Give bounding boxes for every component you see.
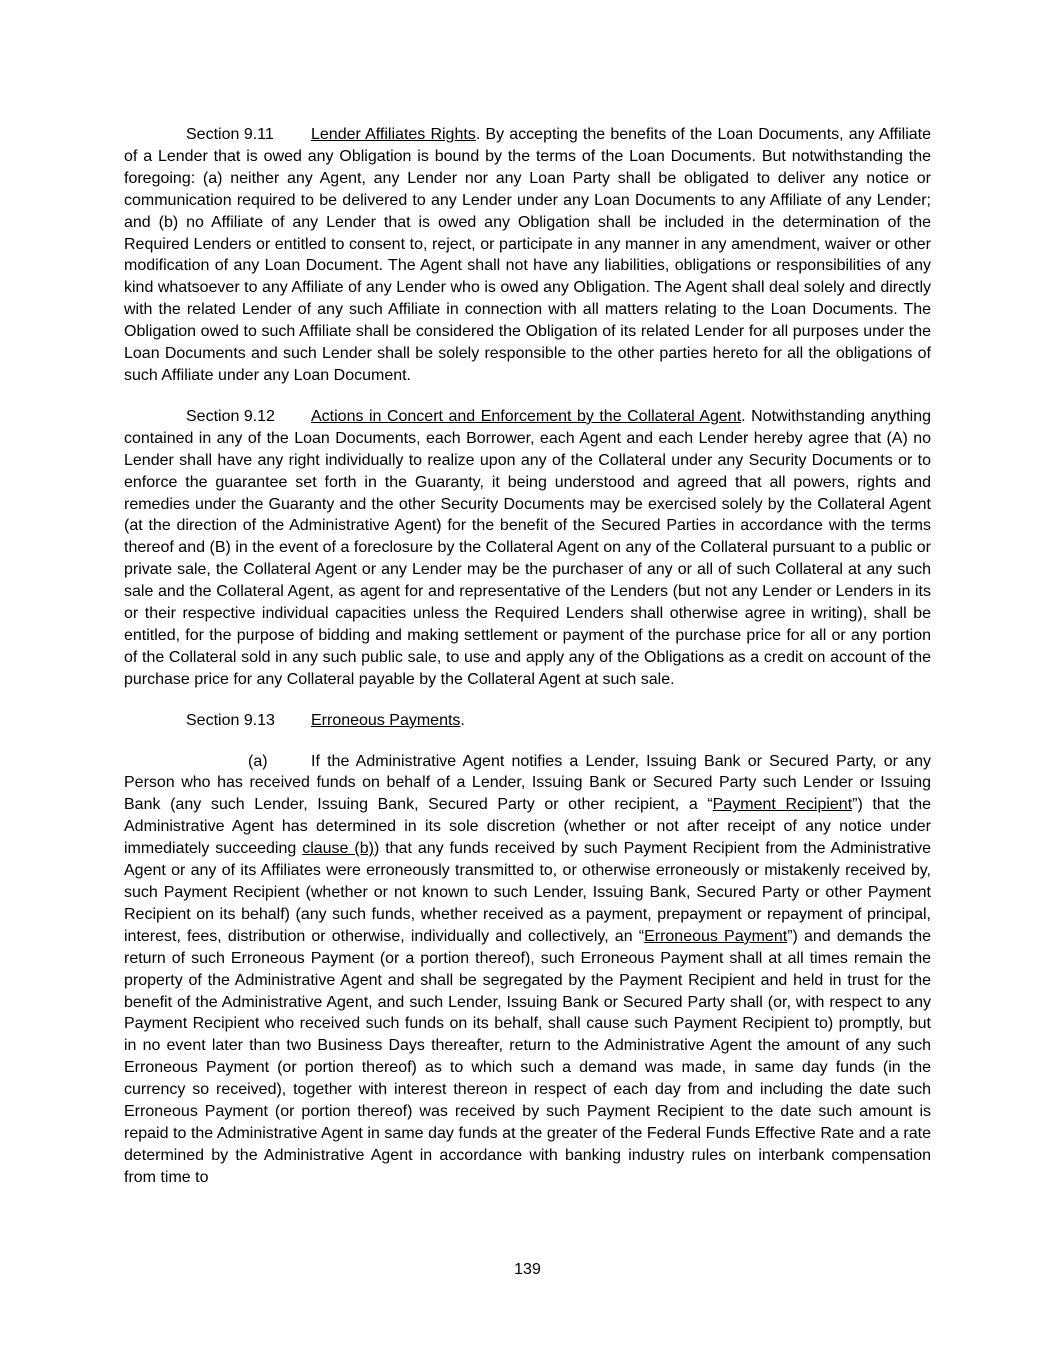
section-title-period: . — [460, 711, 465, 729]
clause-a — [124, 751, 931, 1189]
clause-text-3: ) that any funds received by such Payment Recipient from the Administrative Agent or any of its Affiliates were erroneously transmitted to, or otherwise erroneously or mistakenly received by, such Payment Recipient (whether or not known to such Lender, Issuing Bank, Secured Party or other Payment Recipient on its behalf) (any such funds, whether received as a payment, prepayment or repayment of principal, interest, fees, distribution or otherwise, individually and collectively, an “ — [124, 840, 932, 945]
clause-text-2: ”) that the Administrative Agent has determined in its sole discretion (whether or not after receipt of any notice under immediately succeeding — [124, 796, 931, 858]
clause-label: (a) — [248, 752, 268, 770]
clause-reference: clause (b) — [302, 840, 374, 858]
clause-text-4: ”) and demands the return of such Erroneous Payment (or a portion thereof), such Erroneous Payment shall at all times remain the property of the Administrative Agent and shall be segregated by the Payment Recipient and held in trust for the benefit of the Administrative Agent, and such Lender, Issuing Bank or Secured Party shall (or, with respect to any Payment Recipient who received such funds on its behalf, shall cause such Payment Recipient to) promptly, but in no event later than two Business Days thereafter, return to the Administrative Agent the amount of any such Erroneous Payment (or portion thereof) as to which such a demand was made, in same day funds (in the currency so received), together with interest thereon in respect of each day from and including the date such Erroneous Payment (or portion thereof) was received by such Payment Recipient to the date such amount is repaid to the Administrative Agent in same day funds at the greater of the Federal Funds Effective Rate and a rate determined by the Administrative Agent in accordance with banking industry rules on interbank compensation from time to — [124, 927, 932, 1186]
document-page — [124, 124, 931, 1208]
section-title: Actions in Concert and Enforcement by the Collateral Agent — [311, 407, 742, 425]
section-number: Section 9.12 — [186, 407, 275, 425]
section-number: Section 9.13 — [186, 711, 275, 729]
section-number: Section 9.11 — [186, 126, 274, 143]
section-title-period: . — [741, 407, 746, 425]
section-9-13 — [124, 710, 931, 732]
section-title-period: . — [475, 126, 481, 143]
section-body: By accepting the benefits of the Loan Documents, any Affiliate of a Lender that is owed any Obligation is bound by the terms of the Loan Documents. But notwithstanding the foregoing: (a) neither any Agent, any Lender nor any Loan Party shall be obligated to deliver any notice or communication required to be delivered to any Lender under any Loan Documents to any Affiliate of any Lender; and (b) no Affiliate of any Lender that is owed any Obligation shall be included in the determination of the Required Lenders or entitled to consent to, reject, or participate in any manner in any amendment, waiver or other modification of any Loan Document. The Agent shall not have any liabilities, obligations or responsibilities of any kind whatsoever to any Affiliate of any Lender who is owed any Obligation. The Agent shall deal solely and directly with the related Lender of any such Affiliate in connection with all matters relating to the Loan Documents. The Obligation owed to such Affiliate shall be considered the Obligation of its related Lender for all purposes under the Loan Documents and such Lender shall be solely responsible to the other parties hereto for all the obligations of such Affiliate under any Loan Document. — [124, 126, 932, 384]
clause-text-1: If the Administrative Agent notifies a Lender, Issuing Bank or Secured Party, or any Person who has received funds on behalf of a Lender, Issuing Bank or Secured Party such Lender or Issuing Bank (any such Lender, Issuing Bank, Secured Party or other recipient, a “ — [124, 752, 931, 814]
section-9-11 — [124, 124, 931, 387]
section-title: Erroneous Payments — [311, 711, 461, 729]
defined-term-payment-recipient: Payment Recipient — [712, 796, 853, 814]
section-9-12 — [124, 406, 931, 691]
defined-term-erroneous-payment: Erroneous Payment — [644, 927, 788, 945]
section-title: Lender Affiliates Rights — [311, 126, 476, 143]
page-number: 139 — [514, 1261, 541, 1278]
section-body: Notwithstanding anything contained in any of the Loan Documents, each Borrower, each Agent and each Lender hereby agree that (A) no Lender shall have any right individually to realize upon any of the Collateral under any Security Documents or to enforce the guarantee set forth in the Guaranty, it being understood and agreed that all powers, rights and remedies under the Guaranty and the other Security Documents may be exercised solely by the Collateral Agent (at the direction of the Administrative Agent) for the benefit of the Secured Parties in accordance with the terms thereof and (B) in the event of a foreclosure by the Collateral Agent on any of the Collateral pursuant to a public or private sale, the Collateral Agent or any Lender may be the purchaser of any or all of such Collateral at any such sale and the Collateral Agent, as agent for and representative of the Lenders (but not any Lender or Lenders in its or their respective individual capacities unless the Required Lenders shall otherwise agree in writing), shall be entitled, for the purpose of bidding and making settlement or payment of the purchase price for all or any portion of the Collateral sold in any such public sale, to use and apply any of the Obligations as a credit on account of the purchase price for any Collateral payable by the Collateral Agent at such sale. — [124, 407, 931, 688]
